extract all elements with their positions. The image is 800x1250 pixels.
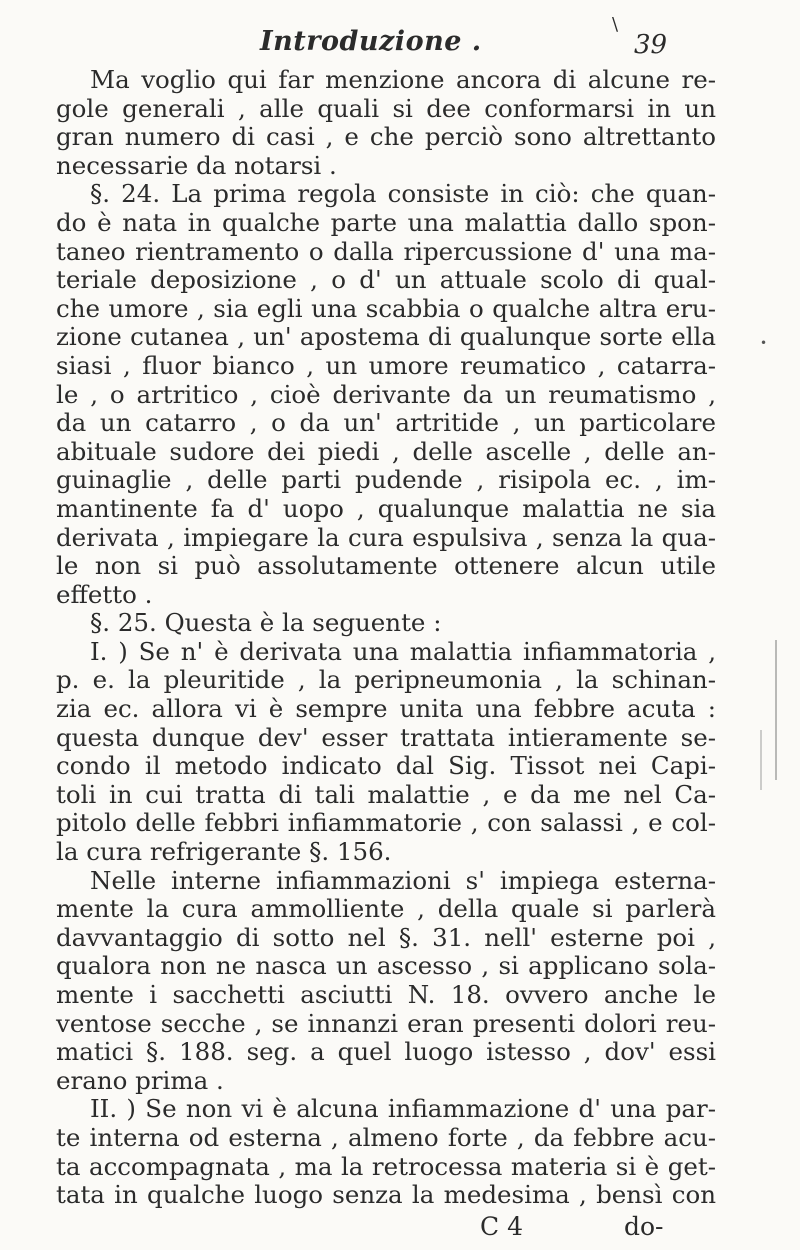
- text-line: ventose secche , se innanzi eran presenti dolori reu-: [56, 1008, 716, 1038]
- text-line: §. 25. Questa è la seguente :: [90, 608, 442, 638]
- text-line: gole generali , alle quali si dee conformarsi in un: [56, 93, 716, 123]
- text-line: condo il metodo indicato dal Sig. Tissot nei Capi-: [56, 751, 716, 781]
- text-line: davvantaggio di sotto nel §. 31. nell' esterne poi ,: [56, 922, 716, 952]
- text-line: abituale sudore dei piedi , delle ascelle , delle an-: [56, 436, 716, 466]
- text-line: mente i sacchetti asciutti N. 18. ovvero anche le: [56, 980, 716, 1009]
- text-line: I. ) Se n' è derivata una malattia infiammatoria ,: [90, 636, 716, 666]
- text-line: le non si può assolutamente ottenere alcun utile: [56, 551, 716, 581]
- text-line: do è nata in qualche parte una malattia dallo spon-: [56, 207, 716, 237]
- text-line: tata in qualche luogo senza la medesima , bensì con: [56, 1180, 716, 1210]
- text-line: zione cutanea , un' apostema di qualunque sorte ella: [56, 322, 716, 352]
- text-line: teriale deposizione , o d' un attuale scolo di qual-: [56, 265, 716, 295]
- catchword: do-: [624, 1212, 664, 1241]
- margin-dot: •: [760, 336, 768, 350]
- header-mark: \: [612, 14, 619, 35]
- text-line: Ma voglio qui far menzione ancora di alcune re-: [90, 65, 716, 94]
- text-line: pitolo delle febbri infiammatorie , con salassi , e col-: [56, 808, 716, 838]
- text-line: te interna od esterna , almeno forte , da febbre acu-: [56, 1122, 716, 1152]
- margin-stroke: [775, 640, 789, 780]
- text-line: derivata , impiegare la cura espulsiva , senza la qua-: [56, 522, 716, 552]
- page-number: 39: [634, 30, 668, 60]
- text-line: taneo rientramento o dalla ripercussione d' una ma-: [56, 236, 716, 266]
- body-text: [56, 66, 716, 1210]
- page-footer: [0, 1212, 800, 1246]
- text-line: effetto .: [56, 579, 153, 609]
- text-line: gran numero di casi , e che perciò sono altrettanto: [56, 122, 716, 152]
- text-line: II. ) Se non vi è alcuna infiammazione d' una par-: [90, 1094, 716, 1124]
- text-line: mantinente fa d' uopo , qualunque malattia ne sia: [56, 493, 716, 523]
- text-line: Nelle interne infiammazioni s' impiega esterna-: [90, 865, 716, 895]
- text-line: la cura refrigerante §. 156.: [56, 837, 392, 867]
- text-line: ta accompagnata , ma la retrocessa materia si è get-: [56, 1151, 716, 1181]
- text-line: qualora non ne nasca un ascesso , si applicano sola-: [56, 951, 716, 981]
- text-line: erano prima .: [56, 1065, 224, 1095]
- text-line: necessarie da notarsi .: [56, 150, 337, 180]
- text-line: zia ec. allora vi è sempre unita una febbre acuta :: [56, 694, 716, 724]
- text-line: matici §. 188. seg. a quel luogo istesso , dov' essi: [56, 1037, 716, 1067]
- text-line: le , o artritico , cioè derivante da un reumatismo ,: [56, 379, 716, 409]
- text-line: p. e. la pleuritide , la peripneumonia , la schinan-: [56, 665, 716, 695]
- text-line: guinaglie , delle parti pudende , risipola ec. , im-: [56, 465, 716, 495]
- text-line: questa dunque dev' esser trattata intieramente se-: [56, 722, 716, 752]
- text-line: siasi , fluor bianco , un umore reumatico , catarra-: [56, 350, 716, 380]
- text-line: §. 24. La prima regola consiste in ciò: che quan-: [90, 179, 716, 209]
- running-header: [60, 14, 700, 64]
- text-line: da un catarro , o da un' artritide , un particolare: [56, 408, 716, 438]
- signature-mark: C 4: [480, 1212, 523, 1241]
- running-title: Introduzione .: [260, 26, 482, 57]
- margin-stroke-small: [760, 730, 762, 790]
- text-line: mente la cura ammolliente , della quale si parlerà: [56, 894, 716, 924]
- text-line: toli in cui tratta di tali malattie , e da me nel Ca-: [56, 779, 716, 809]
- text-line: che umore , sia egli una scabbia o qualche altra eru-: [56, 293, 716, 323]
